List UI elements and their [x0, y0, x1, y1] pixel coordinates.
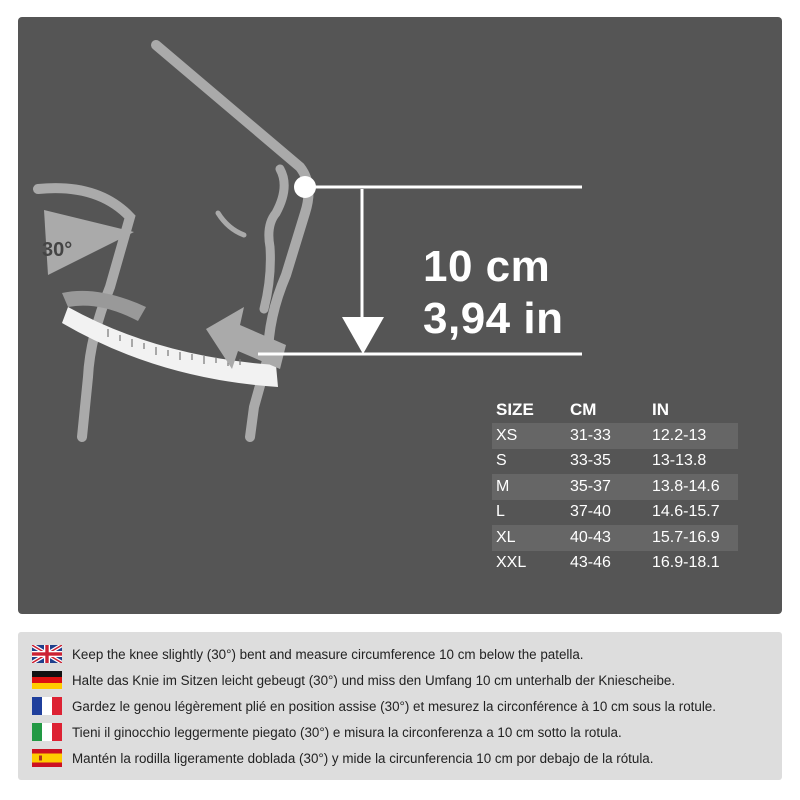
table-row: [492, 500, 738, 526]
cell-size: XXL: [496, 554, 527, 572]
cell-cm: 33-35: [570, 452, 611, 470]
instruction-text: Gardez le genou légèrement plié en position assise (30°) et mesurez la circonférence à 10 cm sous la rotule.: [72, 698, 716, 714]
instruction-french: [32, 694, 716, 718]
instruction-german: [32, 668, 675, 692]
measure-distance: [423, 241, 563, 345]
header-size: SIZE: [496, 400, 534, 419]
cell-cm: 40-43: [570, 528, 611, 546]
instruction-english: [32, 642, 584, 666]
instructions-panel: [18, 632, 782, 780]
distance-cm: 10 cm: [423, 242, 551, 291]
table-header: [492, 397, 738, 423]
cell-in: 14.6-15.7: [652, 503, 720, 521]
angle-label: 30°: [42, 239, 73, 261]
knee-crease: [218, 213, 244, 235]
france-flag-icon: [32, 697, 62, 715]
germany-flag-icon: [32, 671, 62, 689]
size-table: [492, 397, 738, 576]
instruction-text: Halte das Knie im Sitzen leicht gebeugt (30°) und miss den Umfang 10 cm unterhalb der Kniescheibe.: [72, 672, 676, 688]
instruction-text: Tieni il ginocchio leggermente piegato (30°) e misura la circonferenza a 10 cm sotto la rotula.: [72, 724, 622, 740]
table-row: [492, 423, 738, 449]
instruction-italian: [32, 720, 622, 744]
cell-cm: 35-37: [570, 477, 611, 495]
cell-in: 13-13.8: [652, 452, 707, 470]
table-row: [492, 474, 738, 500]
italy-flag-icon: [32, 723, 62, 741]
arrow-down-icon: [342, 317, 384, 354]
cell-in: 12.2-13: [652, 426, 707, 444]
cell-size: S: [496, 452, 507, 470]
cell-size: XS: [496, 426, 518, 444]
cell-size: L: [496, 503, 505, 521]
header-cm: CM: [570, 400, 597, 419]
table-row: [492, 551, 738, 577]
measurement-panel: [18, 17, 782, 614]
uk-flag-icon: [32, 645, 62, 663]
instruction-text: Mantén la rodilla ligeramente doblada (30°) y mide la circunferencia 10 cm por debajo de la rótula.: [72, 750, 654, 766]
cell-in: 13.8-14.6: [652, 477, 720, 495]
cell-cm: 37-40: [570, 503, 611, 521]
cell-cm: 31-33: [570, 426, 611, 444]
spain-flag-icon: [32, 749, 62, 767]
table-row: [492, 525, 738, 551]
distance-in: 3,94 in: [423, 294, 564, 343]
cell-size: M: [496, 477, 510, 495]
cell-cm: 43-46: [570, 554, 611, 572]
instruction-text: Keep the knee slightly (30°) bent and measure circumference 10 cm below the patella.: [72, 646, 584, 662]
header-in: IN: [652, 400, 669, 419]
instruction-spanish: [32, 746, 653, 770]
table-row: [492, 449, 738, 475]
cell-size: XL: [496, 528, 516, 546]
cell-in: 15.7-16.9: [652, 528, 720, 546]
cell-in: 16.9-18.1: [652, 554, 720, 572]
